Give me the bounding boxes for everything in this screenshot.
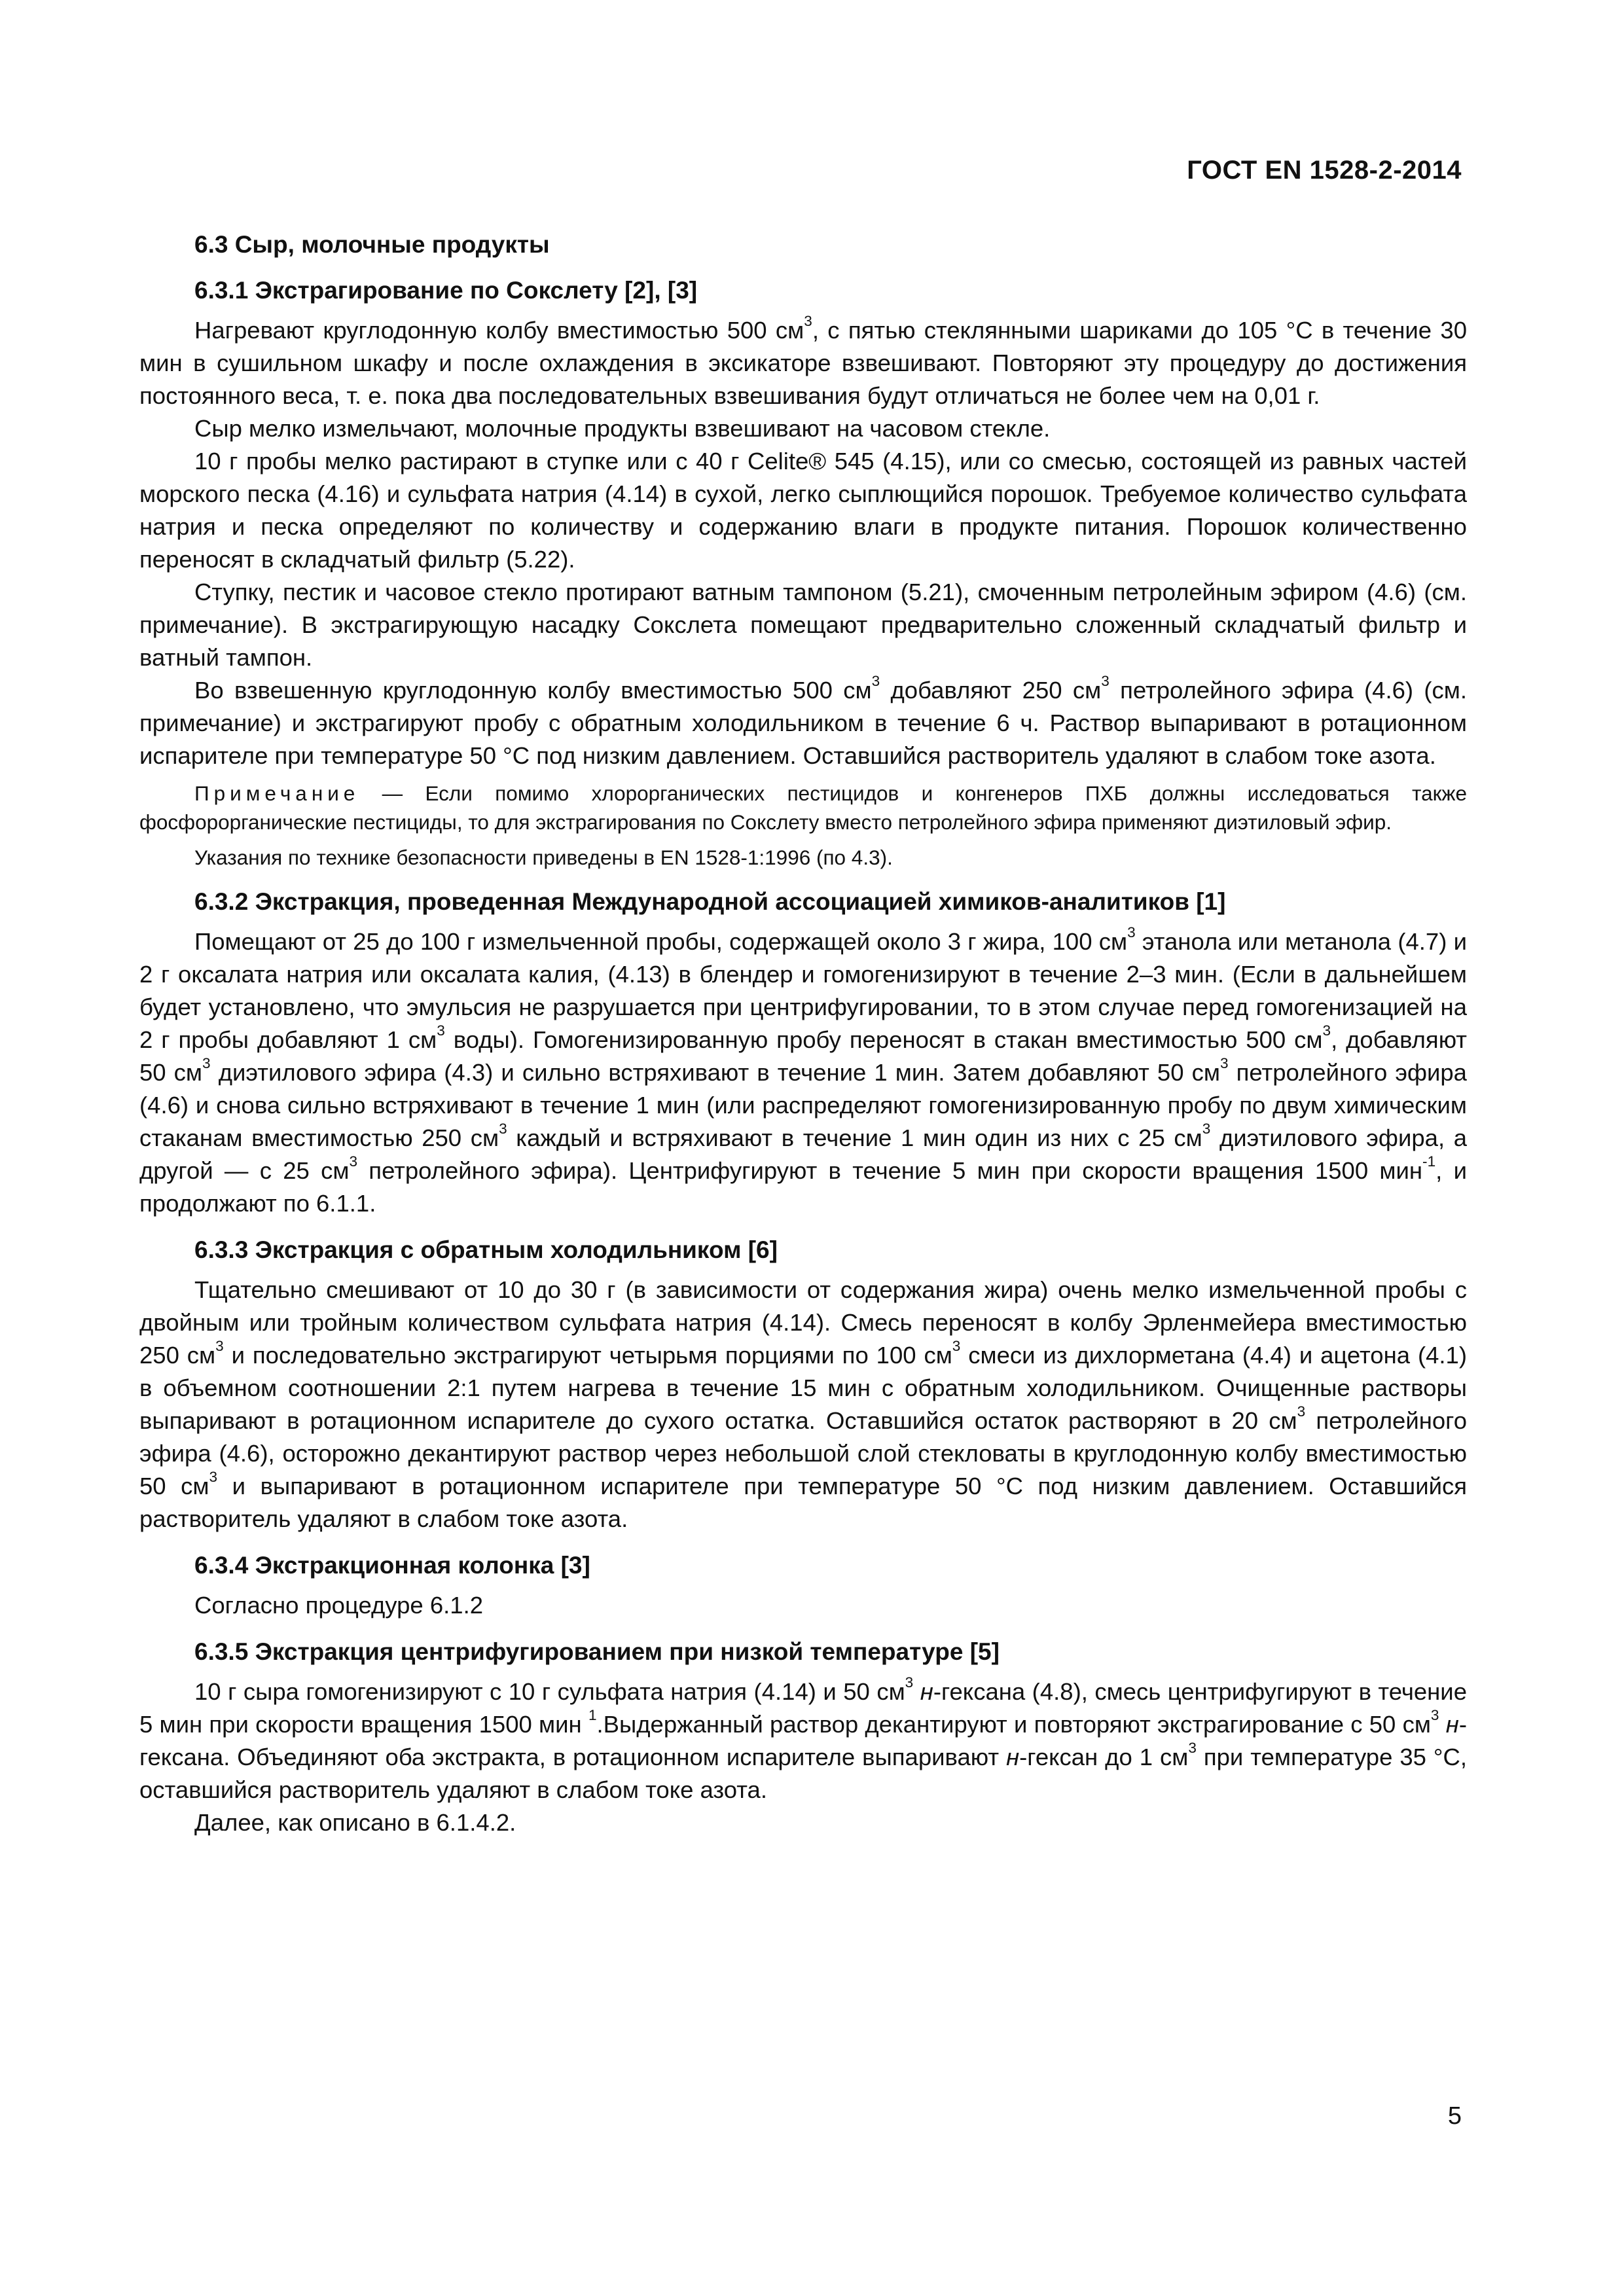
paragraph: Ступку, пестик и часовое стекло протирают ватным тампоном (5.21), смоченным петролейным эфиром (4.6) (см. примечание). В экстрагирующую насадку Сокслета помещают предварительно сложенный складчатый фильтр и ватный тампон.	[139, 579, 1467, 671]
section-6-3-5-title: 6.3.5 Экстракция центрифугированием при низкой температуре [5]	[194, 1638, 1000, 1665]
note: Примечание — Если помимо хлорорганических пестицидов и конгенеров ПХБ должны исследоваться также фосфорорганические пестициды, то для экстрагирования по Сокслету вместо петролейного эфира применяют диэтиловый эфир.	[139, 781, 1467, 834]
section-6-3-2-title: 6.3.2 Экстракция, проведенная Международной ассоциацией химиков-аналитиков [1]	[194, 888, 1226, 915]
note-label: Примечание	[194, 781, 360, 805]
paragraph: Согласно процедуре 6.1.2	[194, 1592, 484, 1619]
paragraph: Далее, как описано в 6.1.4.2.	[194, 1809, 516, 1836]
paragraph: 10 г пробы мелко растирают в ступке или с 40 г Celite® 545 (4.15), или со смесью, состоящей из равных частей морского песка (4.16) и сульфата натрия (4.14) в сухой, легко сыплющийся порошок. Требуемое количество сульфата натрия и песка определяют по количеству и содержанию влаги в продукте питания. Порошок количественно переносят в складчатый фильтр (5.22).	[139, 448, 1467, 573]
section-6-3-title: 6.3 Сыр, молочные продукты	[194, 231, 550, 258]
section-6-3-3-title: 6.3.3 Экстракция с обратным холодильником [6]	[194, 1236, 778, 1263]
paragraph: Тщательно смешивают от 10 до 30 г (в зависимости от содержания жира) очень мелко измельченной пробы с двойным или тройным количеством сульфата натрия (4.14). Смесь переносят в колбу Эрленмейера вместимостью 250 $см^3$ и последовательно экстрагируют четырьмя порциями по 100 $см^3$ смеси из дихлорметана (4.4) и ацетона (4.1) в объемном соотношении 2:1 путем нагрева в течение 15 мин с обратным холодильником. Очищенные растворы выпаривают в ротационном испарителе до сухого остатка. Оставшийся остаток растворяют в 20 $см^3$ петролейного эфира (4.6), осторожно декантируют раствор через небольшой слой стекловаты в круглодонную колбу вместимостью 50 $см^3$ и выпаривают в ротационном испарителе при температуре 50 °С под низким давлением. Оставшийся растворитель удаляют в слабом токе азота.	[139, 1276, 1467, 1532]
paragraph: 10 г сыра гомогенизируют с 10 г сульфата натрия (4.14) и 50 $см^3$ н-гексана (4.8), смесь центрифугируют в течение 5 мин при скорости вращения 1500 мин $^1$.Выдержанный раствор декантируют и повторяют экстрагирование с 50 $см^3$ н-гексана. Объединяют оба экстракта, в ротационном испарителе выпаривают н-гексан до 1 $см^3$ при температуре 35 °С, оставшийся растворитель удаляют в слабом токе азота.	[139, 1674, 1468, 1803]
paragraph: Сыр мелко измельчают, молочные продукты взвешивают на часовом стекле.	[194, 415, 1051, 442]
safety-note: Указания по технике безопасности приведены в EN 1528-1:1996 (по 4.3).	[194, 846, 893, 869]
section-6-3-1-title: 6.3.1 Экстрагирование по Сокслету [2], [3]	[194, 277, 698, 304]
document-code: ГОСТ EN 1528-2-2014	[1187, 156, 1462, 185]
paragraph: Помещают от 25 до 100 г измельченной пробы, содержащей около 3 г жира, 100 $см^3$ этанола или метанола (4.7) и 2 г оксалата натрия или оксалата калия, (4.13) в блендер и гомогенизируют в течение 2–3 мин. (Если в дальнейшем будет установлено, что эмульсия не разрушается при центрифугировании, то в этом случае перед гомогенизацией на 2 г пробы добавляют 1 $см^3$ воды). Гомогенизированную пробу переносят в стакан вместимостью 500 $см^3$, добавляют 50 $см^3$ диэтилового эфира (4.3) и сильно встряхивают в течение 1 мин. Затем добавляют 50 $см^3$ петролейного эфира (4.6) и снова сильно встряхивают в течение 1 мин (или распределяют гомогенизированную пробу по двум химическим стаканам вместимостью 250 $см^3$ каждый и встряхивают в течение 1 мин один из них с 25 $см^3$ диэтилового эфира, а другой — с 25 $см^3$ петролейного эфира). Центрифугируют в течение 5 мин при скорости вращения 1500 мин$^{-1}$, и продолжают по 6.1.1.	[139, 924, 1468, 1217]
paragraph: Нагревают круглодонную колбу вместимостью 500 $см^3$, с пятью стеклянными шариками до 105 °С в течение 30 мин в сушильном шкафу и после охлаждения в эксикаторе взвешивают. Повторяют эту процедуру до достижения постоянного веса, т. е. пока два последовательных взвешивания будут отличаться не более чем на 0,01 г.	[139, 312, 1467, 409]
document-body	[139, 229, 1467, 1839]
paragraph: Во взвешенную круглодонную колбу вместимостью 500 $см^3$ добавляют 250 $см^3$ петролейного эфира (4.6) (см. примечание) и экстрагируют пробу с обратным холодильником в течение 6 ч. Раствор выпаривают в ротационном испарителе при температуре 50 °С под низким давлением. Оставшийся растворитель удаляют в слабом токе азота.	[139, 672, 1467, 769]
section-6-3-4-title: 6.3.4 Экстракционная колонка [3]	[194, 1552, 590, 1579]
page-number: 5	[1447, 2102, 1462, 2130]
